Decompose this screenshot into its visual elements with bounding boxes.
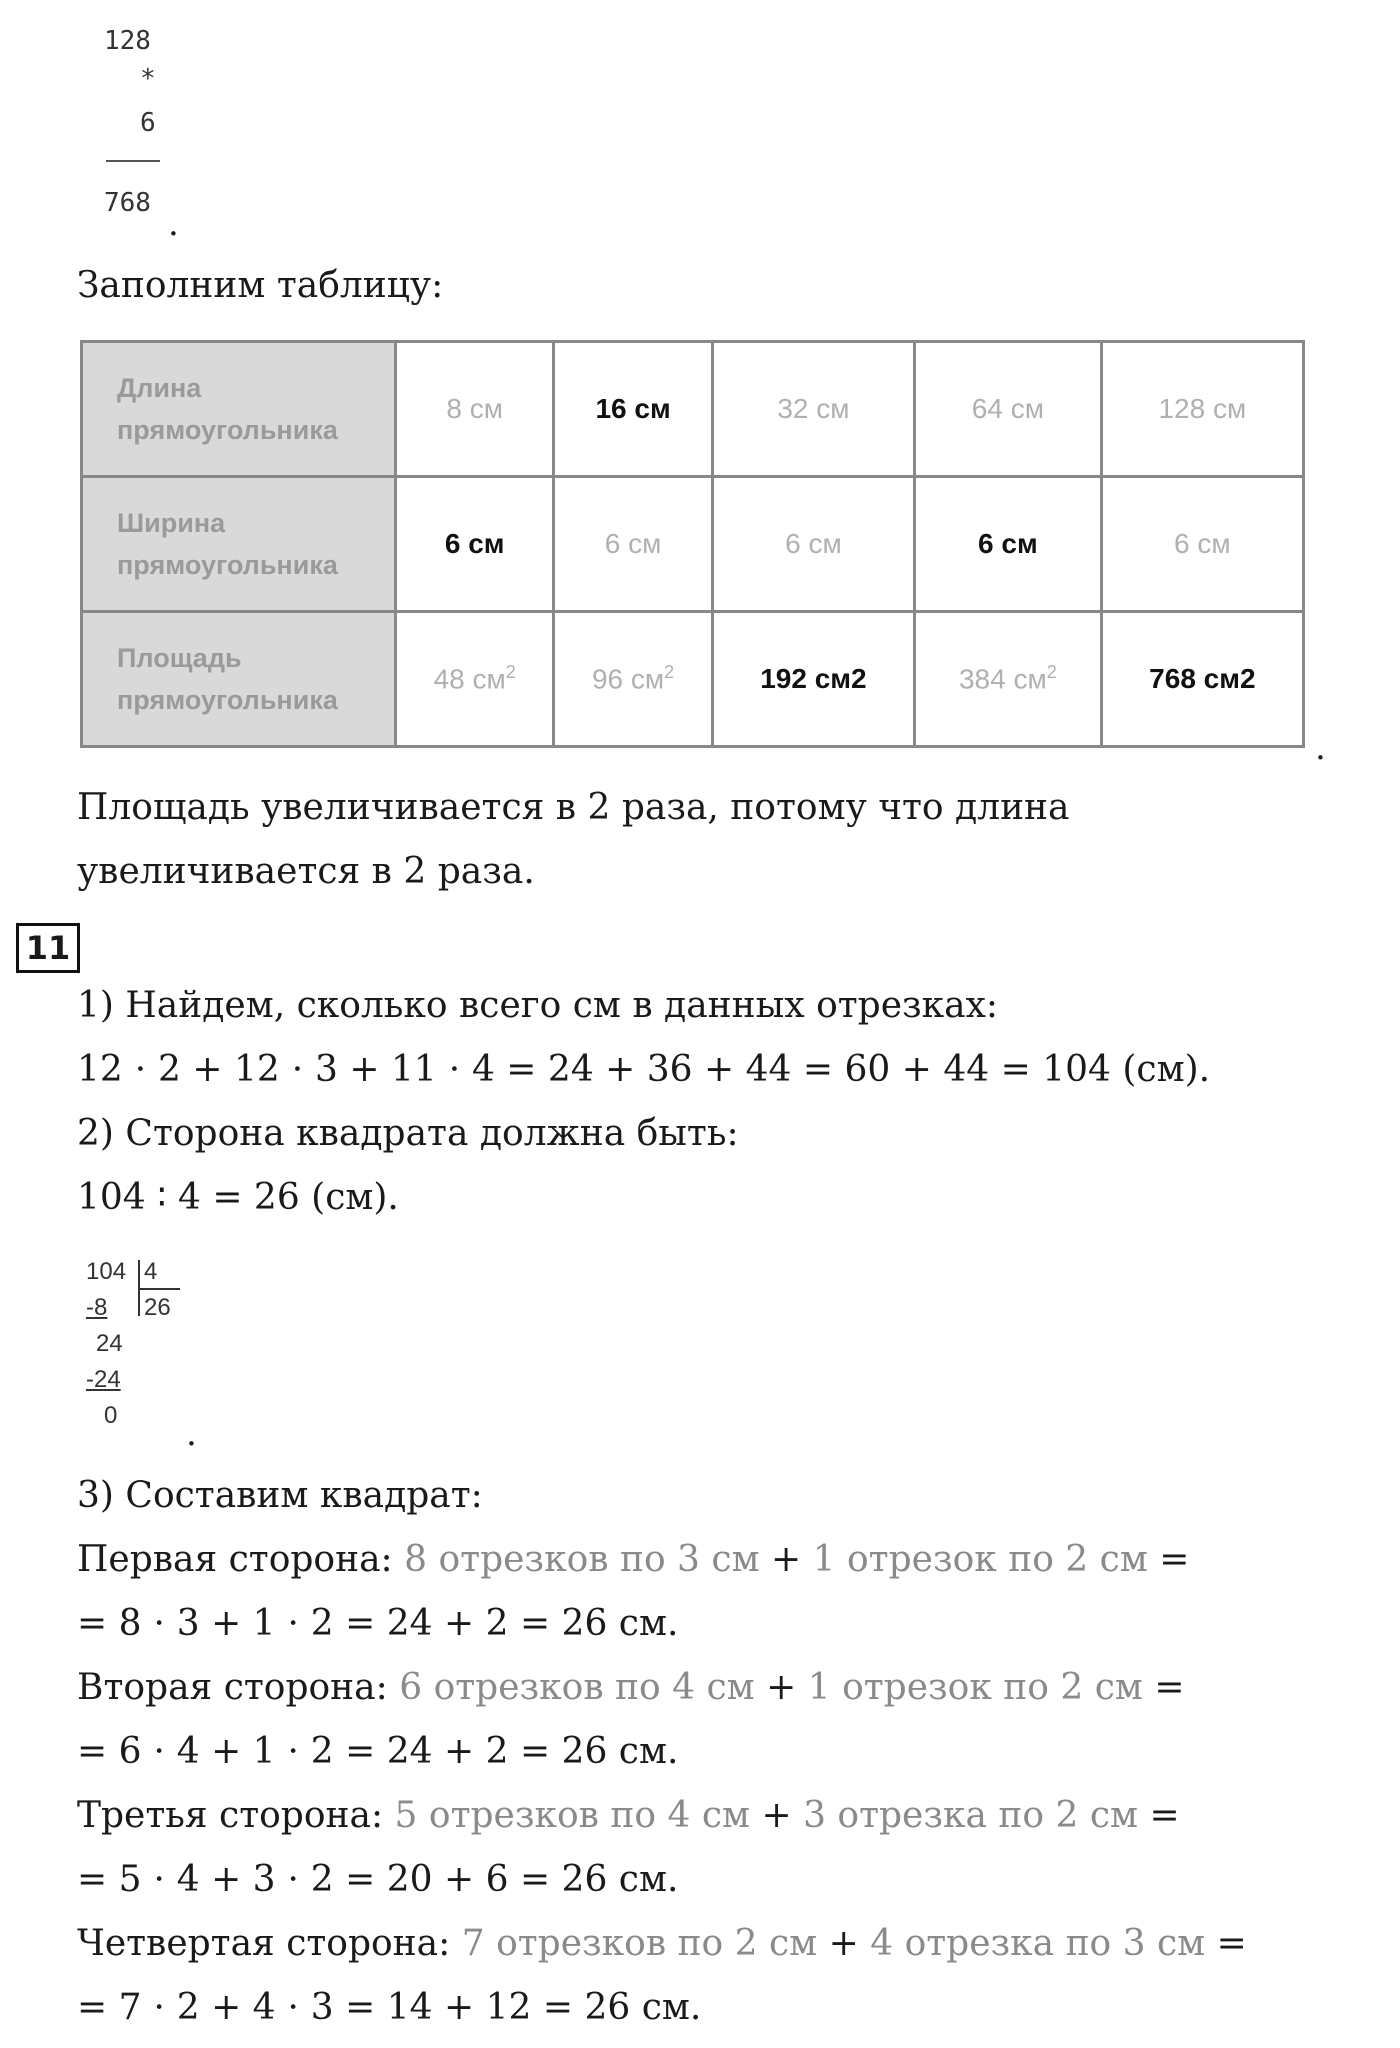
- side-3-line: [77, 1794, 1180, 1838]
- step-1: 1) Найдем, сколько всего см в данных отрезках:: [77, 985, 999, 1026]
- cell-value: 6 см: [1174, 528, 1231, 559]
- filled-cell: [915, 477, 1102, 612]
- table-row: [82, 477, 1304, 612]
- step-2: 2) Сторона квадрата должна быть:: [77, 1113, 739, 1154]
- printed-cell: [554, 477, 712, 612]
- row-header-line: прямоугольника: [117, 415, 338, 445]
- printed-cell: [396, 342, 554, 477]
- cell-superscript: 2: [1046, 662, 1057, 683]
- printed-cell: [1101, 477, 1303, 612]
- mult-operand-a: 128: [104, 26, 151, 56]
- printed-cell: [915, 612, 1102, 747]
- side-label: Первая сторона:: [77, 1539, 393, 1580]
- side-desc-a: 7 отрезков по 2 см: [461, 1923, 818, 1964]
- side-3-calc: = 5 ⋅ 4 + 3 ⋅ 2 = 20 + 6 = 26 см.: [77, 1859, 679, 1900]
- side-1-line: [77, 1538, 1189, 1582]
- printed-cell: [554, 612, 712, 747]
- cell-value: 768 см2: [1149, 663, 1256, 694]
- equals-sign: =: [1159, 1539, 1190, 1580]
- division-remainder-1: 24: [96, 1330, 123, 1357]
- step-1-calc: 12 ⋅ 2 + 12 ⋅ 3 + 11 ⋅ 4 = 24 + 36 + 44 = 60 + 44 = 104 (см).: [77, 1049, 1211, 1090]
- period: .: [186, 1414, 197, 1454]
- plus-sign: +: [766, 1667, 797, 1708]
- side-2-line: [77, 1666, 1185, 1710]
- filled-cell: [554, 342, 712, 477]
- filled-cell: [396, 477, 554, 612]
- mult-operator: *: [140, 64, 156, 94]
- cell-superscript: 2: [664, 662, 675, 683]
- division-horizontal-bar: [140, 1288, 180, 1290]
- side-label: Третья сторона:: [77, 1795, 384, 1836]
- division-subtract-1: -8: [86, 1294, 108, 1321]
- cell-value: 48 см: [433, 663, 506, 695]
- printed-cell: [1101, 342, 1303, 477]
- side-desc-a: 8 отрезков по 3 см: [404, 1539, 760, 1580]
- step-3: 3) Составим квадрат:: [77, 1475, 483, 1516]
- table-row: [82, 612, 1304, 747]
- cell-value: 6 см: [444, 528, 505, 559]
- row-header-line: Площадь: [117, 643, 242, 673]
- period: .: [168, 204, 179, 244]
- plus-sign: +: [761, 1795, 792, 1836]
- cell-value: 6 см: [785, 528, 842, 559]
- filled-cell: [712, 612, 914, 747]
- side-label: Четвертая сторона:: [77, 1923, 451, 1964]
- side-4-calc: = 7 ⋅ 2 + 4 ⋅ 3 = 14 + 12 = 26 см.: [77, 1987, 702, 2028]
- row-header: [82, 612, 396, 747]
- conclusion-line-1: Площадь увеличивается в 2 раза, потому что длина: [77, 787, 1070, 828]
- cell-value: 128 см: [1158, 393, 1247, 424]
- row-header-line: Ширина: [117, 508, 226, 538]
- long-division: [86, 1258, 206, 1438]
- equals-sign: =: [1149, 1795, 1180, 1836]
- row-header-line: прямоугольника: [117, 550, 338, 580]
- step-2-calc: 104 ∶ 4 = 26 (см).: [77, 1177, 399, 1218]
- cell-value: 64 см: [971, 393, 1044, 424]
- equals-sign: =: [1216, 1923, 1247, 1964]
- side-2-calc: = 6 ⋅ 4 + 1 ⋅ 2 = 24 + 2 = 26 см.: [77, 1731, 679, 1772]
- side-desc-a: 6 отрезков по 4 см: [399, 1667, 755, 1708]
- task-number: 11: [16, 923, 80, 973]
- side-desc-a: 5 отрезков по 4 см: [394, 1795, 750, 1836]
- table-row: [82, 342, 1304, 477]
- row-header: [82, 477, 396, 612]
- cell-superscript: 2: [505, 662, 516, 683]
- cell-value: 192 см2: [760, 663, 867, 694]
- side-desc-b: 1 отрезок по 2 см: [812, 1539, 1148, 1580]
- cell-value: 32 см: [777, 393, 850, 424]
- cell-value: 6 см: [978, 528, 1038, 559]
- mult-result: 768: [104, 188, 151, 218]
- plus-sign: +: [828, 1923, 859, 1964]
- side-4-line: [77, 1922, 1247, 1966]
- side-label: Вторая сторона:: [77, 1667, 388, 1708]
- period: .: [1315, 728, 1326, 768]
- side-1-calc: = 8 ⋅ 3 + 1 ⋅ 2 = 24 + 2 = 26 см.: [77, 1603, 679, 1644]
- rectangle-table: [80, 340, 1305, 748]
- side-desc-b: 3 отрезка по 2 см: [803, 1795, 1139, 1836]
- division-divisor: 4: [144, 1258, 158, 1285]
- printed-cell: [915, 342, 1102, 477]
- plus-sign: +: [771, 1539, 802, 1580]
- conclusion-line-2: увеличивается в 2 раза.: [77, 851, 535, 892]
- division-remainder-2: 0: [104, 1402, 118, 1429]
- cell-value: 6 см: [604, 528, 662, 559]
- mult-operand-b: 6: [140, 108, 156, 138]
- side-desc-b: 1 отрезок по 2 см: [807, 1667, 1143, 1708]
- equals-sign: =: [1154, 1667, 1185, 1708]
- division-dividend: 104: [86, 1258, 127, 1285]
- cell-value: 8 см: [446, 393, 503, 424]
- cell-value: 384 см: [958, 663, 1047, 695]
- printed-cell: [712, 477, 914, 612]
- fill-table-intro: Заполним таблицу:: [77, 265, 444, 306]
- printed-cell: [396, 612, 554, 747]
- row-header-line: прямоугольника: [117, 685, 338, 715]
- row-header: [82, 342, 396, 477]
- row-header-line: Длина: [117, 373, 202, 403]
- division-quotient: 26: [144, 1294, 171, 1321]
- cell-value: 96 см: [591, 663, 665, 695]
- mult-rule: [106, 160, 160, 162]
- filled-cell: [1101, 612, 1303, 747]
- division-subtract-2: -24: [86, 1366, 121, 1393]
- cell-value: 16 см: [595, 393, 671, 424]
- printed-cell: [712, 342, 914, 477]
- side-desc-b: 4 отрезка по 3 см: [870, 1923, 1206, 1964]
